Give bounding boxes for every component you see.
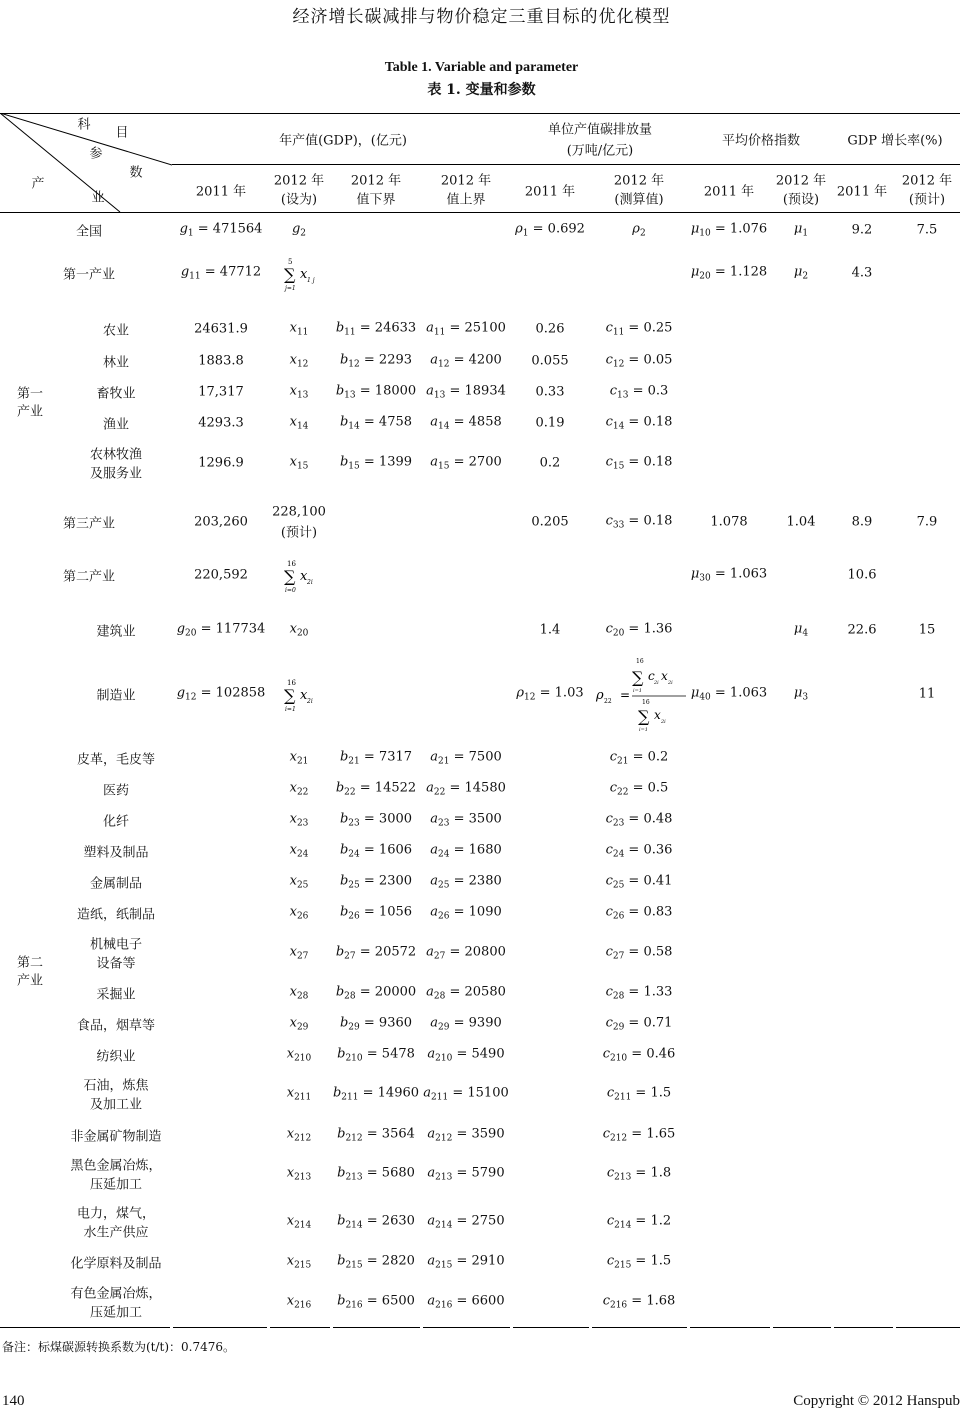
bottom-rule-gaps (0, 1325, 963, 1331)
cell-gdp-2012: $x_{215}$ (286, 1253, 312, 1271)
subheader-price-2011: 2011 年 (703, 184, 755, 200)
subheader-carbon-2012-l1: 2012 年 (613, 173, 665, 189)
cell-price-2011: $\mu_{10} = 1.076$ (690, 221, 768, 239)
cell-gdp-2012: $x_{216}$ (286, 1293, 312, 1311)
cell-gdp-2011: $g_{20} = 117734$ (176, 621, 266, 639)
cell-upper: $a_{13} = 18934$ (426, 383, 506, 401)
row-name-l2: 压延加工 (89, 1305, 143, 1321)
svg-text:5: 5 (288, 258, 293, 266)
cell-carbon-2012: $c_{216} = 1.68$ (602, 1293, 676, 1311)
cell-carbon-2012: $c_{211} = 1.5$ (606, 1085, 672, 1103)
cell-upper: $a_{21} = 7500$ (430, 749, 502, 767)
cell-upper: $a_{23} = 3500$ (430, 811, 502, 829)
cell-lower: $b_{12} = 2293$ (339, 352, 413, 370)
cell-carbon-2011: $\rho_1 = 0.692$ (515, 221, 585, 239)
subheader-lower-l2: 值下界 (356, 192, 396, 208)
cell-gdp-2012: $x_{15}$ (289, 454, 309, 472)
cell-gdp-2012: $x_{20}$ (289, 621, 309, 639)
cell-upper: $a_{14} = 4858$ (430, 414, 502, 432)
svg-text:ρ: ρ (596, 688, 604, 703)
row-name: 第二产业 (62, 569, 116, 585)
cell-carbon-2012: $c_{28} = 1.33$ (605, 984, 673, 1002)
svg-text:22: 22 (604, 698, 612, 705)
cell-carbon-2012: $c_{29} = 0.71$ (605, 1015, 673, 1033)
cell-price-2011: $\mu_{40} = 1.063$ (690, 685, 768, 703)
cell-carbon-2012: $\rho_2$ (632, 221, 646, 239)
row-name-l2: 设备等 (96, 956, 136, 972)
svg-text:1 j: 1 j (307, 277, 315, 284)
row-name-l1: 机械电子 (89, 937, 143, 953)
svg-text:16: 16 (642, 699, 650, 706)
cell-gdp-2012: $x_{21}$ (289, 749, 309, 767)
cell-gdp-2012: $x_{22}$ (289, 780, 309, 798)
cell-gdp-2012: $x_{210}$ (286, 1046, 312, 1064)
cell-upper: $a_{26} = 1090$ (430, 904, 502, 922)
cell-carbon-2011: 0.055 (531, 353, 569, 369)
cell-upper: $a_{22} = 14580$ (426, 780, 506, 798)
cell-carbon-2012: $c_{26} = 0.83$ (605, 904, 673, 922)
cell-gdp-2011: 24631.9 (194, 321, 248, 337)
cell-carbon-2012: $c_{21} = 0.2$ (609, 749, 669, 767)
header-carbon-line1: 单位产值碳排放量 (547, 122, 653, 138)
cell-lower: $b_{212} = 3564$ (337, 1126, 415, 1144)
svg-text:∑: ∑ (284, 567, 296, 586)
cell-upper: $a_{216} = 6600$ (427, 1293, 505, 1311)
row-name: 农业 (102, 323, 130, 339)
subheader-growth-2011: 2011 年 (836, 184, 888, 200)
side-label-primary-l1: 第一 (16, 386, 44, 402)
row-name: 渔业 (102, 417, 130, 433)
cell-price-2011: $\mu_{30} = 1.063$ (690, 566, 768, 584)
cell-carbon-2012: $c_{20} = 1.36$ (605, 621, 673, 639)
cell-gdp-2012: $x_{12}$ (289, 352, 309, 370)
cell-gdp-2012: $x_{26}$ (289, 904, 309, 922)
side-label-primary-l2: 产业 (16, 404, 44, 420)
row-name: 建筑业 (96, 624, 136, 640)
row-name: 畜牧业 (96, 386, 136, 402)
svg-text:2i: 2i (661, 719, 666, 725)
cell-gdp-2012: $x_{28}$ (289, 984, 309, 1002)
cell-upper: $a_{25} = 2380$ (430, 873, 502, 891)
cell-gdp-2012: $x_{14}$ (289, 414, 309, 432)
cell-carbon-2011: 0.33 (535, 384, 565, 400)
svg-text:j=1: j=1 (285, 285, 296, 292)
cell-lower: $b_{210} = 5478$ (337, 1046, 415, 1064)
row-name: 金属制品 (89, 876, 143, 892)
corner-can: 参 (89, 146, 103, 162)
cell-lower: $b_{213} = 5680$ (337, 1165, 415, 1183)
side-label-secondary-l1: 第二 (16, 955, 44, 971)
cell-gdp-2012: $x_{211}$ (286, 1085, 312, 1103)
cell-lower: $b_{24} = 1606$ (339, 842, 413, 860)
cell-upper: $a_{24} = 1680$ (430, 842, 502, 860)
cell-gdp-2012: $x_{213}$ (286, 1165, 312, 1183)
cell-gdp-2011: 1883.8 (198, 353, 244, 369)
cell-lower: $b_{11} = 24633$ (335, 320, 417, 338)
cell-growth-2011: 4.3 (851, 265, 873, 281)
row-name-l1: 黑色金属冶炼， (70, 1158, 162, 1174)
row-name: 医药 (102, 783, 130, 799)
svg-text:16: 16 (287, 560, 296, 568)
cell-gdp-2012: $x_{214}$ (286, 1213, 312, 1231)
svg-text:x: x (300, 267, 308, 282)
svg-text:=: = (620, 688, 631, 702)
cell-lower: $b_{26} = 1056$ (339, 904, 413, 922)
svg-text:x: x (654, 708, 661, 722)
svg-text:2i: 2i (654, 680, 659, 686)
cell-carbon-2012: $c_{11} = 0.25$ (605, 320, 673, 338)
row-name: 化纤 (102, 814, 130, 830)
cell-carbon-2011: 0.19 (535, 415, 565, 431)
header-bottom-rule (0, 212, 960, 213)
cell-price-2012: $\mu_4$ (793, 621, 809, 639)
cell-lower: $b_{21} = 7317$ (339, 749, 413, 767)
svg-text:2i: 2i (307, 698, 313, 705)
row-name: 第一产业 (62, 267, 116, 283)
row-name: 塑料及制品 (83, 845, 149, 861)
subheader-gdp-2012-l1: 2012 年 (273, 173, 325, 189)
cell-carbon-2011: 1.4 (539, 622, 561, 638)
row-name-l2: 及服务业 (89, 466, 143, 482)
cell-lower: $b_{14} = 4758$ (339, 414, 413, 432)
cell-gdp-2011: 17,317 (198, 384, 244, 400)
cell-upper: $a_{28} = 20580$ (426, 984, 506, 1002)
cell-price-2012: $\mu_1$ (793, 221, 809, 239)
subheader-carbon-2011: 2011 年 (524, 184, 576, 200)
subheader-carbon-2012-l2: (测算值) (614, 192, 664, 208)
svg-text:16: 16 (636, 658, 644, 665)
cell-upper: $a_{215} = 2910$ (427, 1253, 505, 1271)
cell-upper: $a_{210} = 5490$ (427, 1046, 505, 1064)
header-carbon-line2: (万吨/亿元) (566, 143, 634, 159)
cell-lower: $b_{214} = 2630$ (337, 1213, 415, 1231)
page-number: 140 (2, 1393, 25, 1409)
corner-ye: 业 (91, 190, 105, 206)
cell-growth-2012: 15 (918, 622, 936, 638)
subheader-price-2012-l2: (预设) (782, 192, 820, 208)
row-name: 造纸，纸制品 (76, 907, 156, 923)
sum-x1j-formula (282, 254, 322, 294)
cell-carbon-2012: $c_{213} = 1.8$ (606, 1165, 672, 1183)
corner-mu: 目 (115, 125, 129, 141)
subheader-growth-2012-l1: 2012 年 (901, 173, 953, 189)
sum-x2i-formula (282, 556, 322, 596)
header-mid-rule (172, 164, 960, 165)
subheader-upper-l2: 值上界 (446, 192, 486, 208)
cell-lower: $b_{22} = 14522$ (335, 780, 417, 798)
row-name-l1: 农林牧渔 (89, 447, 143, 463)
svg-text:2i: 2i (668, 680, 673, 686)
cell-growth-2011: 10.6 (847, 567, 877, 583)
running-header: 经济增长碳减排与物价稳定三重目标的优化模型 (292, 7, 671, 27)
cell-gdp-2012: $x_{29}$ (289, 1015, 309, 1033)
cell-growth-2012: 7.5 (916, 222, 938, 238)
cell-gdp-2012: $x_{13}$ (289, 383, 309, 401)
cell-lower: $b_{211} = 14960$ (332, 1085, 420, 1103)
cell-carbon-2012: $c_{33} = 0.18$ (605, 513, 673, 531)
cell-gdp-2012: $x_{212}$ (286, 1126, 312, 1144)
table-title-en: Table 1. Variable and parameter (384, 60, 579, 75)
cell-carbon-2012: $c_{12} = 0.05$ (605, 352, 673, 370)
cell-carbon-2012: $c_{23} = 0.48$ (605, 811, 673, 829)
header-gdp: 年产值(GDP)，(亿元) (279, 133, 407, 149)
subheader-lower-l1: 2012 年 (350, 173, 402, 189)
cell-price-2011: $\mu_{20} = 1.128$ (690, 264, 768, 282)
cell-carbon-2012: $c_{215} = 1.5$ (606, 1253, 672, 1271)
row-name: 皮革，毛皮等 (76, 752, 156, 768)
row-name: 采掘业 (96, 987, 136, 1003)
cell-upper: $a_{15} = 2700$ (430, 454, 502, 472)
cell-lower: $b_{15} = 1399$ (339, 454, 413, 472)
cell-upper: $a_{212} = 3590$ (427, 1126, 505, 1144)
row-name: 非金属矿物制造 (70, 1129, 162, 1145)
table-title-cn: 表 1. 变量和参数 (427, 82, 536, 98)
svg-text:x: x (300, 688, 308, 703)
cell-lower: $b_{28} = 20000$ (335, 984, 417, 1002)
cell-gdp-2011: $g_1 = 471564$ (179, 221, 263, 239)
cell-gdp-2012: $x_{11}$ (289, 320, 309, 338)
cell-carbon-2012: $c_{15} = 0.18$ (605, 454, 673, 472)
cell-carbon-2012: $c_{214} = 1.2$ (606, 1213, 672, 1231)
subheader-upper-l1: 2012 年 (440, 173, 492, 189)
cell-lower: $b_{215} = 2820$ (337, 1253, 415, 1271)
svg-text:∑: ∑ (638, 707, 650, 726)
cell-gdp-2011: $g_{12} = 102858$ (176, 685, 266, 703)
cell-lower: $b_{27} = 20572$ (335, 944, 417, 962)
subheader-growth-2012-l2: (预计) (908, 192, 946, 208)
subheader-gdp-2012-l2: (设为) (280, 192, 318, 208)
cell-upper: $a_{214} = 2750$ (427, 1213, 505, 1231)
corner-ke: 科 (77, 117, 91, 133)
cell-gdp-2012: $x_{25}$ (289, 873, 309, 891)
row-name: 制造业 (96, 688, 136, 704)
row-name-l2: 水生产供应 (83, 1225, 149, 1241)
svg-text:c: c (648, 669, 655, 683)
cell-upper: $a_{11} = 25100$ (426, 320, 506, 338)
cell-gdp-2011: 1296.9 (198, 455, 244, 471)
row-name: 食品，烟草等 (76, 1018, 156, 1034)
sum-x2i-formula-manufacturing (282, 675, 322, 715)
cell-carbon-2012: $c_{27} = 0.58$ (605, 944, 673, 962)
rho22-fraction-formula (594, 655, 690, 733)
cell-growth-2011: 9.2 (851, 222, 873, 238)
cell-gdp-2012-l1: 228,100 (272, 504, 326, 520)
cell-carbon-2012: $c_{22} = 0.5$ (609, 780, 669, 798)
svg-text:i=1: i=1 (633, 688, 642, 694)
row-name-l1: 电力，煤气， (76, 1206, 156, 1222)
subheader-price-2012-l1: 2012 年 (775, 173, 827, 189)
side-label-secondary-l2: 产业 (16, 973, 44, 989)
cell-carbon-2011: 0.205 (531, 514, 569, 530)
cell-carbon-2012: $c_{24} = 0.36$ (605, 842, 673, 860)
row-name-l1: 石油，炼焦 (83, 1078, 149, 1094)
row-name: 林业 (102, 355, 130, 371)
cell-gdp-2012: $x_{23}$ (289, 811, 309, 829)
cell-gdp-2012-l2: (预计) (280, 525, 318, 541)
cell-gdp-2011: 203,260 (194, 514, 248, 530)
row-name: 化学原料及制品 (70, 1256, 162, 1272)
row-name-l1: 有色金属冶炼， (70, 1286, 162, 1302)
cell-upper: $a_{29} = 9390$ (430, 1015, 502, 1033)
cell-lower: $b_{25} = 2300$ (339, 873, 413, 891)
cell-upper: $a_{27} = 20800$ (426, 944, 506, 962)
cell-upper: $a_{213} = 5790$ (427, 1165, 505, 1183)
cell-gdp-2012: $x_{27}$ (289, 944, 309, 962)
cell-gdp-2011: 4293.3 (198, 415, 244, 431)
svg-text:16: 16 (287, 679, 296, 687)
cell-carbon-2012: $c_{212} = 1.65$ (602, 1126, 676, 1144)
cell-price-2012: $\mu_3$ (793, 685, 809, 703)
row-name: 全国 (75, 224, 103, 240)
cell-carbon-2011: 0.26 (535, 321, 565, 337)
row-name-l2: 及加工业 (89, 1097, 143, 1113)
cell-upper: $a_{211} = 15100$ (423, 1085, 509, 1103)
cell-lower: $b_{29} = 9360$ (339, 1015, 413, 1033)
cell-growth-2011: 8.9 (851, 514, 873, 530)
svg-text:i=0: i=0 (285, 587, 296, 594)
svg-text:∑: ∑ (632, 668, 644, 687)
row-name: 第三产业 (62, 516, 116, 532)
svg-text:i=1: i=1 (285, 706, 296, 713)
cell-carbon-2012: $c_{14} = 0.18$ (605, 414, 673, 432)
header-growth: GDP 增长率(%) (847, 133, 943, 149)
cell-carbon-2011: $\rho_{12} = 1.03$ (516, 685, 584, 703)
svg-text:x: x (300, 569, 308, 584)
svg-text:2i: 2i (307, 579, 313, 586)
cell-gdp-2011: 220,592 (194, 567, 248, 583)
cell-price-2012: $\mu_2$ (793, 264, 809, 282)
header-price: 平均价格指数 (721, 133, 801, 149)
row-name-l2: 压延加工 (89, 1177, 143, 1193)
cell-carbon-2012: $c_{13} = 0.3$ (609, 383, 669, 401)
cell-price-2012: 1.04 (786, 514, 816, 530)
cell-gdp-2011: $g_{11} = 47712$ (180, 264, 262, 282)
svg-text:∑: ∑ (284, 686, 296, 705)
cell-lower: $b_{13} = 18000$ (335, 383, 417, 401)
cell-growth-2012: 7.9 (916, 514, 938, 530)
cell-upper: $a_{12} = 4200$ (430, 352, 502, 370)
svg-text:x: x (661, 669, 668, 683)
table-footnote: 备注：标煤碳源转换系数为(t/t)：0.7476。 (2, 1340, 236, 1354)
row-name: 纺织业 (96, 1049, 136, 1065)
corner-chan: 产 (31, 176, 45, 192)
cell-gdp-2012: $g_2$ (291, 221, 307, 239)
cell-growth-2012: 11 (918, 686, 936, 702)
corner-shu: 数 (129, 165, 143, 181)
cell-price-2011: 1.078 (710, 514, 748, 530)
cell-gdp-2012: $x_{24}$ (289, 842, 309, 860)
copyright-notice: Copyright © 2012 Hanspub (793, 1393, 960, 1409)
svg-text:∑: ∑ (284, 265, 296, 284)
cell-carbon-2012: $c_{25} = 0.41$ (605, 873, 673, 891)
cell-lower: $b_{23} = 3000$ (339, 811, 413, 829)
cell-growth-2011: 22.6 (847, 622, 877, 638)
cell-carbon-2011: 0.2 (539, 455, 561, 471)
subheader-gdp-2011: 2011 年 (195, 184, 247, 200)
cell-carbon-2012: $c_{210} = 0.46$ (602, 1046, 676, 1064)
cell-lower: $b_{216} = 6500$ (337, 1293, 415, 1311)
svg-text:i=1: i=1 (639, 727, 648, 733)
